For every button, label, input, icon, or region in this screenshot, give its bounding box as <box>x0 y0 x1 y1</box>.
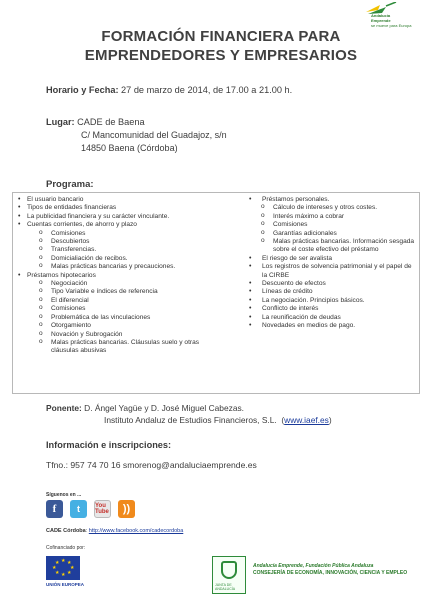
cade-facebook-link[interactable]: http://www.facebook.com/cadecordoba <box>88 528 184 534</box>
rss-icon[interactable]: )) <box>118 500 135 518</box>
junta-andalucia-logo <box>212 556 246 594</box>
page-title <box>0 27 442 65</box>
speaker-names: D. Ángel Yagüe y D. José Miguel Cabezas. <box>81 403 244 413</box>
program-left-subitem: o Transferencias. <box>17 246 213 254</box>
program-right-item: • El riesgo de ser avalista <box>235 255 415 263</box>
program-left-subitem: o Tipo Variable e índices de referencia <box>17 288 213 296</box>
program-right-subitem: o Garantías adicionales <box>235 230 415 238</box>
footer-line2: CONSEJERÍA DE ECONOMÍA, INNOVACIÓN, CIENCIA Y EMPLEO <box>253 569 408 576</box>
program-right-subitem: o Cálculo de intereses y otros costes. <box>235 204 415 212</box>
program-right-item: • La negociación. Principios básicos. <box>235 297 415 305</box>
program-left-item: • Préstamos hipotecarios <box>17 272 213 280</box>
program-left-item: • El usuario bancario <box>17 196 213 204</box>
title-line1: FORMACIÓN FINANCIERA PARA <box>101 28 341 45</box>
speaker-institute: Instituto Andaluz de Estudios Financieros, S.L. <box>104 414 277 425</box>
program-right-subitem: o Comisiones <box>235 221 415 229</box>
eu-flag-icon: ★ ★ ★ ★ ★ ★ ★ ★ <box>46 556 80 580</box>
program-right-item: • Líneas de crédito <box>235 288 415 296</box>
twitter-icon[interactable]: t <box>70 500 87 518</box>
logo-line3: se mueve para Europa <box>371 23 412 28</box>
cade-label: CADE Córdoba <box>46 528 86 534</box>
venue <box>46 116 145 129</box>
eu-logo <box>46 556 84 594</box>
schedule-value: 27 de marzo de 2014, de 17.00 a 21.00 h. <box>118 85 293 95</box>
program-right-item: • Préstamos personales. <box>235 196 415 204</box>
contact-line: Tfno.: 957 74 70 16 smorenog@andaluciaemprende.es <box>46 460 257 470</box>
program-left-subitem: o Otorgamiento <box>17 322 213 330</box>
program-right-item: • La reunificación de deudas <box>235 314 415 322</box>
program-left-item: • La publicidad financiera y su carácter vinculante. <box>17 213 213 221</box>
schedule <box>46 84 292 97</box>
logo-text <box>371 13 411 28</box>
speaker-block: Ponente: D. Ángel Yagüe y D. José Miguel Cabezas. Instituto Andaluz de Estudios Financieros, S.L. (www.iaef.es) <box>46 403 332 425</box>
eu-text: UNIÓN EUROPEA <box>46 582 85 587</box>
program-left-subitem: o Descubiertos <box>17 238 213 246</box>
program-left-column <box>17 196 213 356</box>
facebook-icon[interactable]: f <box>46 500 63 518</box>
cofinanced-label: Cofinanciado por: <box>46 545 86 551</box>
title-line2: EMPRENDEDORES Y EMPRESARIOS <box>84 47 358 64</box>
program-left-subitem: o Comisiones <box>17 230 213 238</box>
cade-line: CADE Córdoba: http://www.facebook.com/cadecordoba <box>46 528 184 534</box>
social-icons <box>46 500 135 518</box>
logo-line1: Andalucía <box>371 13 391 18</box>
speaker-label: Ponente: <box>46 403 82 413</box>
program-left-subitem: o Problemática de las vinculaciones <box>17 314 213 322</box>
program-left-subitem: o Comisiones <box>17 305 213 313</box>
venue-label: Lugar: <box>46 117 75 127</box>
venue-name: CADE de Baena <box>74 117 145 127</box>
program-box <box>12 192 420 394</box>
program-right-column <box>235 196 415 331</box>
program-left-subitem: o Malas prácticas bancarias y precauciones. <box>17 263 213 271</box>
footer-line1: Andalucía Emprende, Fundación Pública Andaluza <box>253 563 374 569</box>
program-right-item: • Conflicto de interés <box>235 305 415 313</box>
program-left-subitem: o Novación y Subrogación <box>17 331 213 339</box>
program-left-subitem: o El diferencial <box>17 297 213 305</box>
info-heading: Información e inscripciones: <box>46 440 172 450</box>
program-left-subitem: o Malas prácticas bancarias. Cláusulas suelo y otras cláusulas abusivas <box>17 339 213 356</box>
shield-icon <box>221 561 237 579</box>
program-left-item: • Cuentas corrientes, de ahorro y plazo <box>17 221 213 229</box>
youtube-icon[interactable]: You Tube <box>94 500 111 518</box>
venue-street: C/ Mancomunidad del Guadajoz, s/n <box>81 130 227 140</box>
program-left-item: • Tipos de entidades financieras <box>17 204 213 212</box>
program-right-item: • Los registros de solvencia patrimonial y el papel de la CIRBE <box>235 263 415 280</box>
program-right-item: • Novedades en medios de pago. <box>235 322 415 330</box>
andalucia-emprende-logo <box>356 2 440 28</box>
program-label: Programa: <box>46 179 94 190</box>
venue-city: 14850 Baena (Córdoba) <box>81 143 178 153</box>
junta-caption: JUNTA DE ANDALUCÍA <box>215 583 236 591</box>
speaker-website-link[interactable]: www.iaef.es <box>284 414 329 425</box>
logo-line2: Emprende <box>371 18 391 23</box>
schedule-label: Horario y Fecha: <box>46 85 119 95</box>
program-right-item: • Descuento de efectos <box>235 280 415 288</box>
program-right-subitem: o Interés máximo a cobrar <box>235 213 415 221</box>
program-right-subitem: o Malas prácticas bancarias. Información sesgada sobre el coste efectivo del préstamo <box>235 238 415 255</box>
social-label: Síguenos en ... <box>46 492 82 498</box>
footer-institution <box>253 563 407 576</box>
program-left-subitem: o Negociación <box>17 280 213 288</box>
program-left-subitem: o Domicialiación de recibos. <box>17 255 213 263</box>
